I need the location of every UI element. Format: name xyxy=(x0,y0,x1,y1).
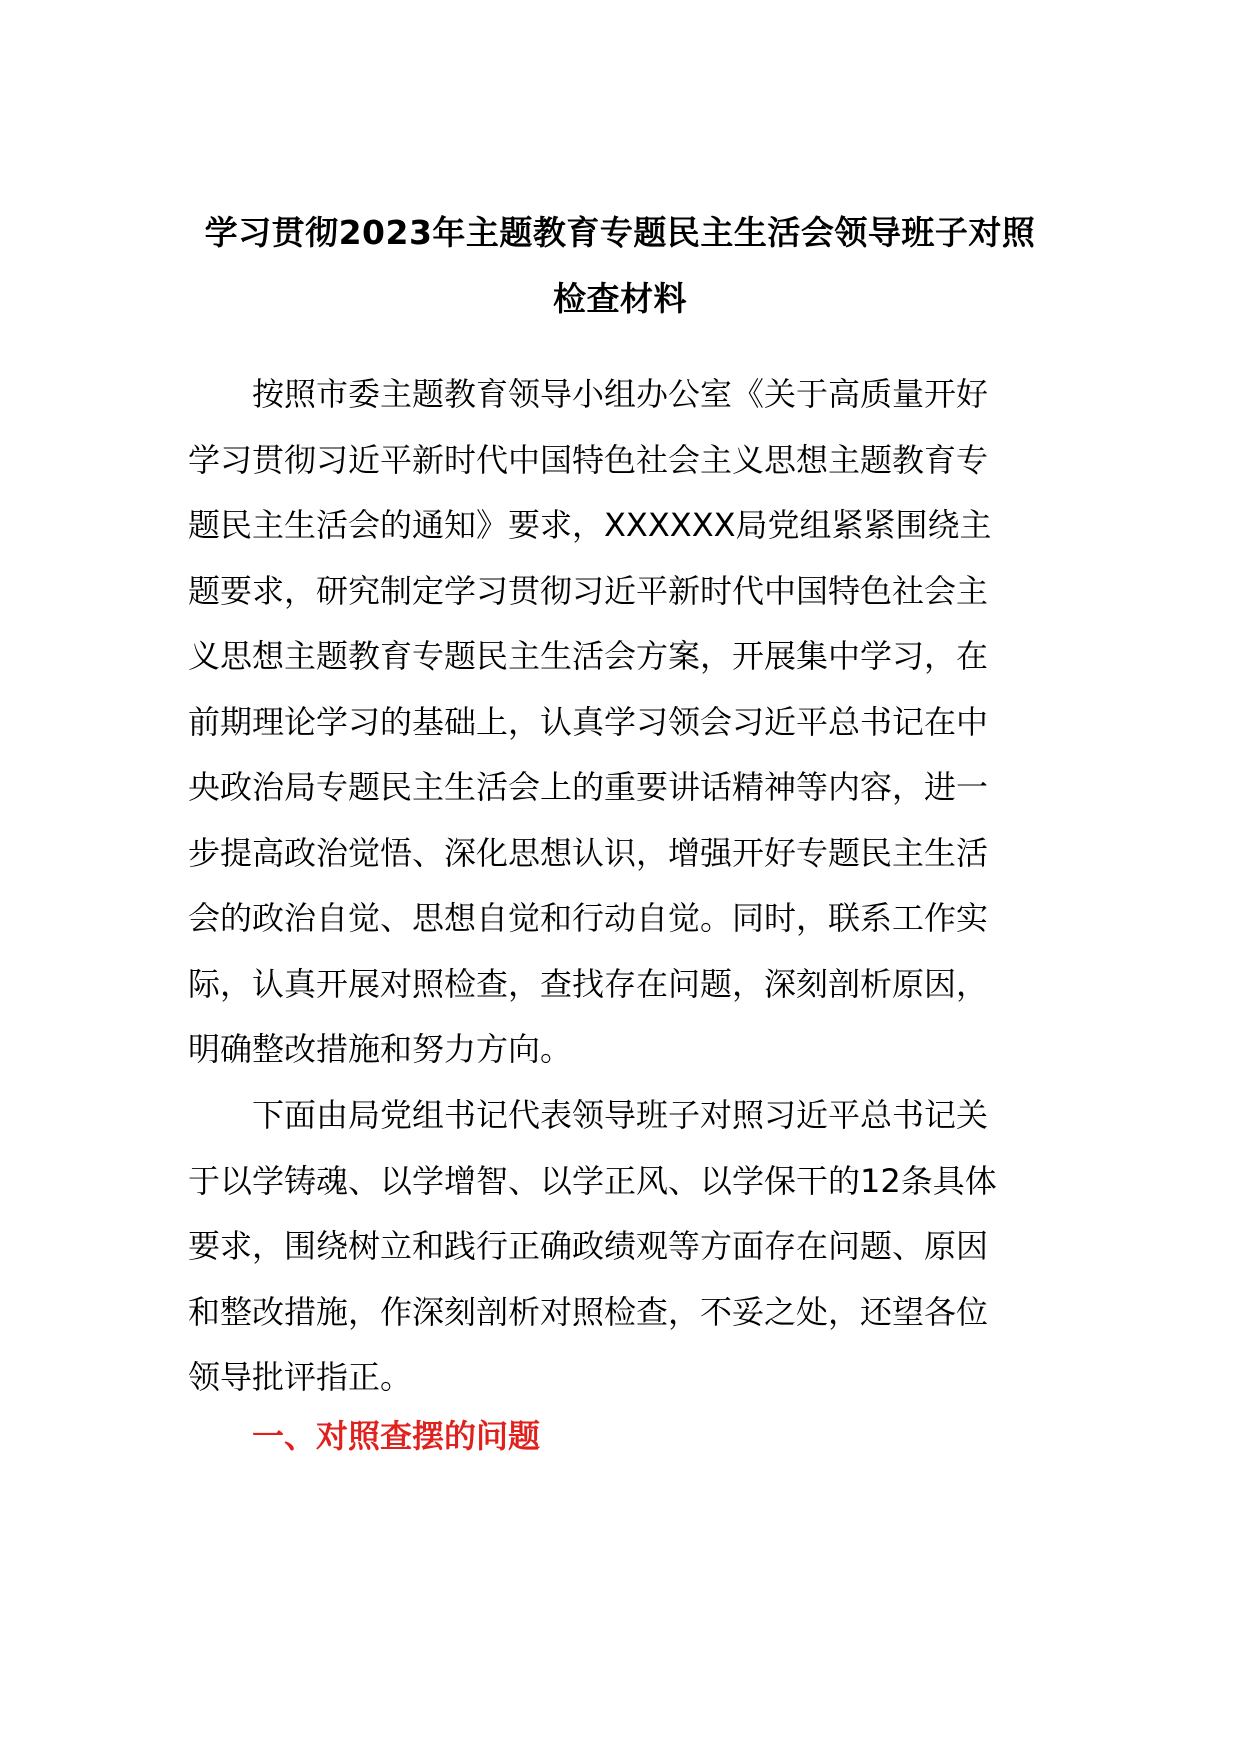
paragraph-1-line: 学习贯彻习近平新时代中国特色社会主义思想主题教育专 xyxy=(188,440,989,479)
paragraph-1 xyxy=(188,362,1052,1083)
paragraph-2-line: 和整改措施，作深刻剖析对照检查，不妥之处，还望各位 xyxy=(188,1292,989,1331)
paragraph-1-line: 会的政治自觉、思想自觉和行动自觉。同时，联系工作实 xyxy=(188,899,989,937)
paragraph-1-line: 际，认真开展对照检查，查找存在问题，深刻剖析原因， xyxy=(188,964,989,1003)
paragraph-1-line: 前期理论学习的基础上，认真学习领会习近平总书记在中 xyxy=(188,702,989,741)
paragraph-2 xyxy=(188,1083,1052,1411)
paragraph-1-line: 义思想主题教育专题民主生活会方案，开展集中学习，在 xyxy=(188,637,989,675)
paragraph-2-line: 于以学铸魂、以学增智、以学正风、以学保干的12条具体 xyxy=(188,1161,997,1200)
section-heading: 一、对照查摆的问题 xyxy=(252,1417,541,1455)
document-title xyxy=(180,200,1060,332)
paragraph-2-line: 要求，围绕树立和践行正确政绩观等方面存在问题、原因 xyxy=(188,1227,989,1265)
paragraph-2-line: 下面由局党组书记代表领导班子对照习近平总书记关 xyxy=(252,1096,989,1134)
title-line-2: 检查材料 xyxy=(553,279,687,318)
paragraph-1-line: 明确整改措施和努力方向。 xyxy=(188,1030,573,1068)
paragraph-1-line: 央政治局专题民主生活会上的重要讲话精神等内容，进一 xyxy=(188,768,989,806)
paragraph-1-line: 题民主生活会的通知》要求，XXXXXX局党组紧紧围绕主 xyxy=(188,506,992,544)
paragraph-1-line: 按照市委主题教育领导小组办公室《关于高质量开好 xyxy=(252,375,989,413)
paragraph-1-line: 步提高政治觉悟、深化思想认识，增强开好专题民主生活 xyxy=(188,833,989,872)
paragraph-1-line: 题要求，研究制定学习贯彻习近平新时代中国特色社会主 xyxy=(188,571,989,610)
paragraph-2-line: 领导批评指正。 xyxy=(188,1358,413,1396)
title-line-1: 学习贯彻2023年主题教育专题民主生活会领导班子对照 xyxy=(204,213,1036,252)
